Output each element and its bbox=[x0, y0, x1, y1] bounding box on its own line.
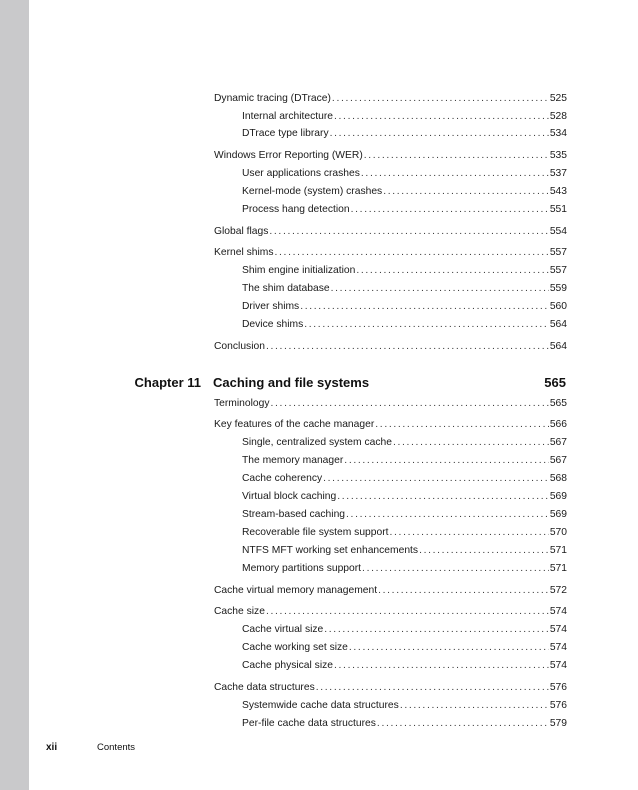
toc-entry-page: 537 bbox=[549, 168, 567, 179]
toc-entry[interactable] bbox=[242, 454, 567, 468]
leader-dots bbox=[334, 110, 549, 124]
chapter-number: Chapter 11 bbox=[134, 375, 201, 390]
toc-entry-page: 576 bbox=[549, 682, 567, 693]
toc-entry-title: Memory partitions support bbox=[242, 563, 362, 574]
toc-entry-page: 574 bbox=[549, 642, 567, 653]
leader-dots bbox=[271, 397, 549, 411]
toc-entry-page: 535 bbox=[549, 150, 567, 161]
toc-entry[interactable] bbox=[214, 149, 567, 163]
toc-entry-page: 571 bbox=[549, 545, 567, 556]
leader-dots bbox=[331, 282, 549, 296]
leader-dots bbox=[332, 92, 549, 106]
toc-entry[interactable] bbox=[214, 92, 567, 106]
toc-entry-page: 566 bbox=[549, 419, 567, 430]
toc-entry[interactable] bbox=[242, 490, 567, 504]
toc-entry-page: 571 bbox=[549, 563, 567, 574]
toc-entry[interactable] bbox=[242, 623, 567, 637]
toc-entry[interactable] bbox=[214, 418, 567, 432]
leader-dots bbox=[375, 418, 549, 432]
toc-entry-title: Global flags bbox=[214, 226, 269, 237]
toc-entry[interactable] bbox=[242, 203, 567, 217]
toc-entry[interactable] bbox=[242, 641, 567, 655]
leader-dots bbox=[324, 623, 549, 637]
toc-entry-page: 557 bbox=[549, 265, 567, 276]
toc-entry-title: Terminology bbox=[214, 398, 270, 409]
toc-entry-page: 569 bbox=[549, 509, 567, 520]
toc-entry-page: 564 bbox=[549, 341, 567, 352]
page-edge-band bbox=[0, 0, 29, 790]
toc-entry-page: 579 bbox=[549, 718, 567, 729]
toc-entry[interactable] bbox=[214, 340, 567, 354]
toc-entry-title: Cache working set size bbox=[242, 642, 348, 653]
toc-entry[interactable] bbox=[214, 397, 567, 411]
toc-entry-page: 559 bbox=[549, 283, 567, 294]
toc-entry-page: 543 bbox=[549, 186, 567, 197]
toc-entry-title: Process hang detection bbox=[242, 204, 350, 215]
toc-entry-title: Stream-based caching bbox=[242, 509, 346, 520]
toc-entry-page: 557 bbox=[549, 247, 567, 258]
leader-dots bbox=[351, 203, 549, 217]
toc-entry-page: 574 bbox=[549, 624, 567, 635]
toc-entry-title: DTrace type library bbox=[242, 128, 329, 139]
toc-entry[interactable] bbox=[242, 508, 567, 522]
leader-dots bbox=[323, 472, 549, 486]
chapter-page: 565 bbox=[544, 375, 566, 390]
toc-entry[interactable] bbox=[214, 605, 567, 619]
toc-entry[interactable] bbox=[242, 659, 567, 673]
toc-entry-title: Cache physical size bbox=[242, 660, 333, 671]
toc-entry-page: 576 bbox=[549, 700, 567, 711]
toc-entry-page: 551 bbox=[549, 204, 567, 215]
toc-entry-title: Cache virtual memory management bbox=[214, 585, 378, 596]
toc-entry[interactable] bbox=[242, 282, 567, 296]
toc-entry-page: 564 bbox=[549, 319, 567, 330]
toc-entry-title: Virtual block caching bbox=[242, 491, 337, 502]
toc-entry-title: Key features of the cache manager bbox=[214, 419, 375, 430]
toc-entry[interactable] bbox=[242, 436, 567, 450]
toc-entry[interactable] bbox=[242, 264, 567, 278]
toc-entry-title: Dynamic tracing (DTrace) bbox=[214, 93, 331, 104]
leader-dots bbox=[383, 185, 549, 199]
toc-entry-page: 525 bbox=[549, 93, 567, 104]
leader-dots bbox=[269, 225, 548, 239]
toc-entry-title: Per-file cache data structures bbox=[242, 718, 376, 729]
toc-entry-page: 554 bbox=[549, 226, 567, 237]
toc-entry-title: User applications crashes bbox=[242, 168, 360, 179]
page-footer bbox=[0, 741, 638, 755]
toc-entry-title: Internal architecture bbox=[242, 111, 334, 122]
leader-dots bbox=[337, 490, 549, 504]
toc-entry-title: The memory manager bbox=[242, 455, 344, 466]
toc-entry-title: Systemwide cache data structures bbox=[242, 700, 399, 711]
leader-dots bbox=[330, 127, 549, 141]
leader-dots bbox=[419, 544, 549, 558]
toc-entry-title: Kernel shims bbox=[214, 247, 274, 258]
toc-entry-title: The shim database bbox=[242, 283, 330, 294]
toc-entry[interactable] bbox=[242, 185, 567, 199]
leader-dots bbox=[344, 454, 549, 468]
toc-entry[interactable] bbox=[242, 699, 567, 713]
chapter-title: Caching and file systems bbox=[213, 375, 370, 390]
toc-entry-page: 567 bbox=[549, 437, 567, 448]
leader-dots bbox=[349, 641, 549, 655]
leader-dots bbox=[334, 659, 549, 673]
toc-entry[interactable] bbox=[242, 472, 567, 486]
leader-dots bbox=[400, 699, 549, 713]
toc-entry-page: 569 bbox=[549, 491, 567, 502]
toc-entry-title: Windows Error Reporting (WER) bbox=[214, 150, 363, 161]
toc-entry-title: Recoverable file system support bbox=[242, 527, 389, 538]
toc-entry-page: 568 bbox=[549, 473, 567, 484]
toc-entry[interactable] bbox=[242, 562, 567, 576]
leader-dots bbox=[275, 246, 549, 260]
toc-entry-title: Cache data structures bbox=[214, 682, 315, 693]
toc-entry[interactable] bbox=[242, 544, 567, 558]
leader-dots bbox=[393, 436, 549, 450]
toc-entry[interactable] bbox=[242, 318, 567, 332]
toc-entry[interactable] bbox=[242, 717, 567, 731]
toc-entry[interactable] bbox=[242, 127, 567, 141]
leader-dots bbox=[300, 300, 549, 314]
toc-entry-title: NTFS MFT working set enhancements bbox=[242, 545, 419, 556]
toc-entry-title: Cache virtual size bbox=[242, 624, 324, 635]
toc-entry-title: Cache size bbox=[214, 606, 265, 617]
leader-dots bbox=[362, 562, 549, 576]
toc-entry-title: Conclusion bbox=[214, 341, 265, 352]
leader-dots bbox=[316, 681, 549, 695]
page-folio: xii bbox=[46, 742, 58, 753]
toc-entry[interactable] bbox=[214, 681, 567, 695]
toc-entry[interactable] bbox=[242, 167, 567, 181]
toc-entry-page: 560 bbox=[549, 301, 567, 312]
toc-entry-page: 574 bbox=[549, 660, 567, 671]
leader-dots bbox=[266, 605, 549, 619]
toc-entry[interactable] bbox=[214, 225, 567, 239]
leader-dots bbox=[390, 526, 549, 540]
leader-dots bbox=[304, 318, 549, 332]
toc-entry-page: 565 bbox=[549, 398, 567, 409]
toc-entry-title: Cache coherency bbox=[242, 473, 323, 484]
toc-entry[interactable] bbox=[242, 300, 567, 314]
leader-dots bbox=[266, 340, 549, 354]
toc-entry[interactable] bbox=[214, 584, 567, 598]
leader-dots bbox=[361, 167, 549, 181]
toc-entry-title: Single, centralized system cache bbox=[242, 437, 392, 448]
leader-dots bbox=[377, 717, 549, 731]
chapter-heading[interactable] bbox=[0, 374, 638, 392]
toc-entry-title: Shim engine initialization bbox=[242, 265, 356, 276]
leader-dots bbox=[346, 508, 549, 522]
toc-entry-title: Kernel-mode (system) crashes bbox=[242, 186, 383, 197]
leader-dots bbox=[356, 264, 548, 278]
running-footer-label: Contents bbox=[97, 742, 136, 753]
toc-entry[interactable] bbox=[242, 526, 567, 540]
toc-entry-title: Driver shims bbox=[242, 301, 300, 312]
leader-dots bbox=[364, 149, 549, 163]
toc-entry-page: 574 bbox=[549, 606, 567, 617]
toc-entry-page: 534 bbox=[549, 128, 567, 139]
toc-entry[interactable] bbox=[242, 110, 567, 124]
toc-entry-page: 567 bbox=[549, 455, 567, 466]
toc-entry-page: 528 bbox=[549, 111, 567, 122]
leader-dots bbox=[378, 584, 549, 598]
toc-entry-title: Device shims bbox=[242, 319, 304, 330]
toc-entry-page: 570 bbox=[549, 527, 567, 538]
toc-entry-page: 572 bbox=[549, 585, 567, 596]
toc-entry[interactable] bbox=[214, 246, 567, 260]
